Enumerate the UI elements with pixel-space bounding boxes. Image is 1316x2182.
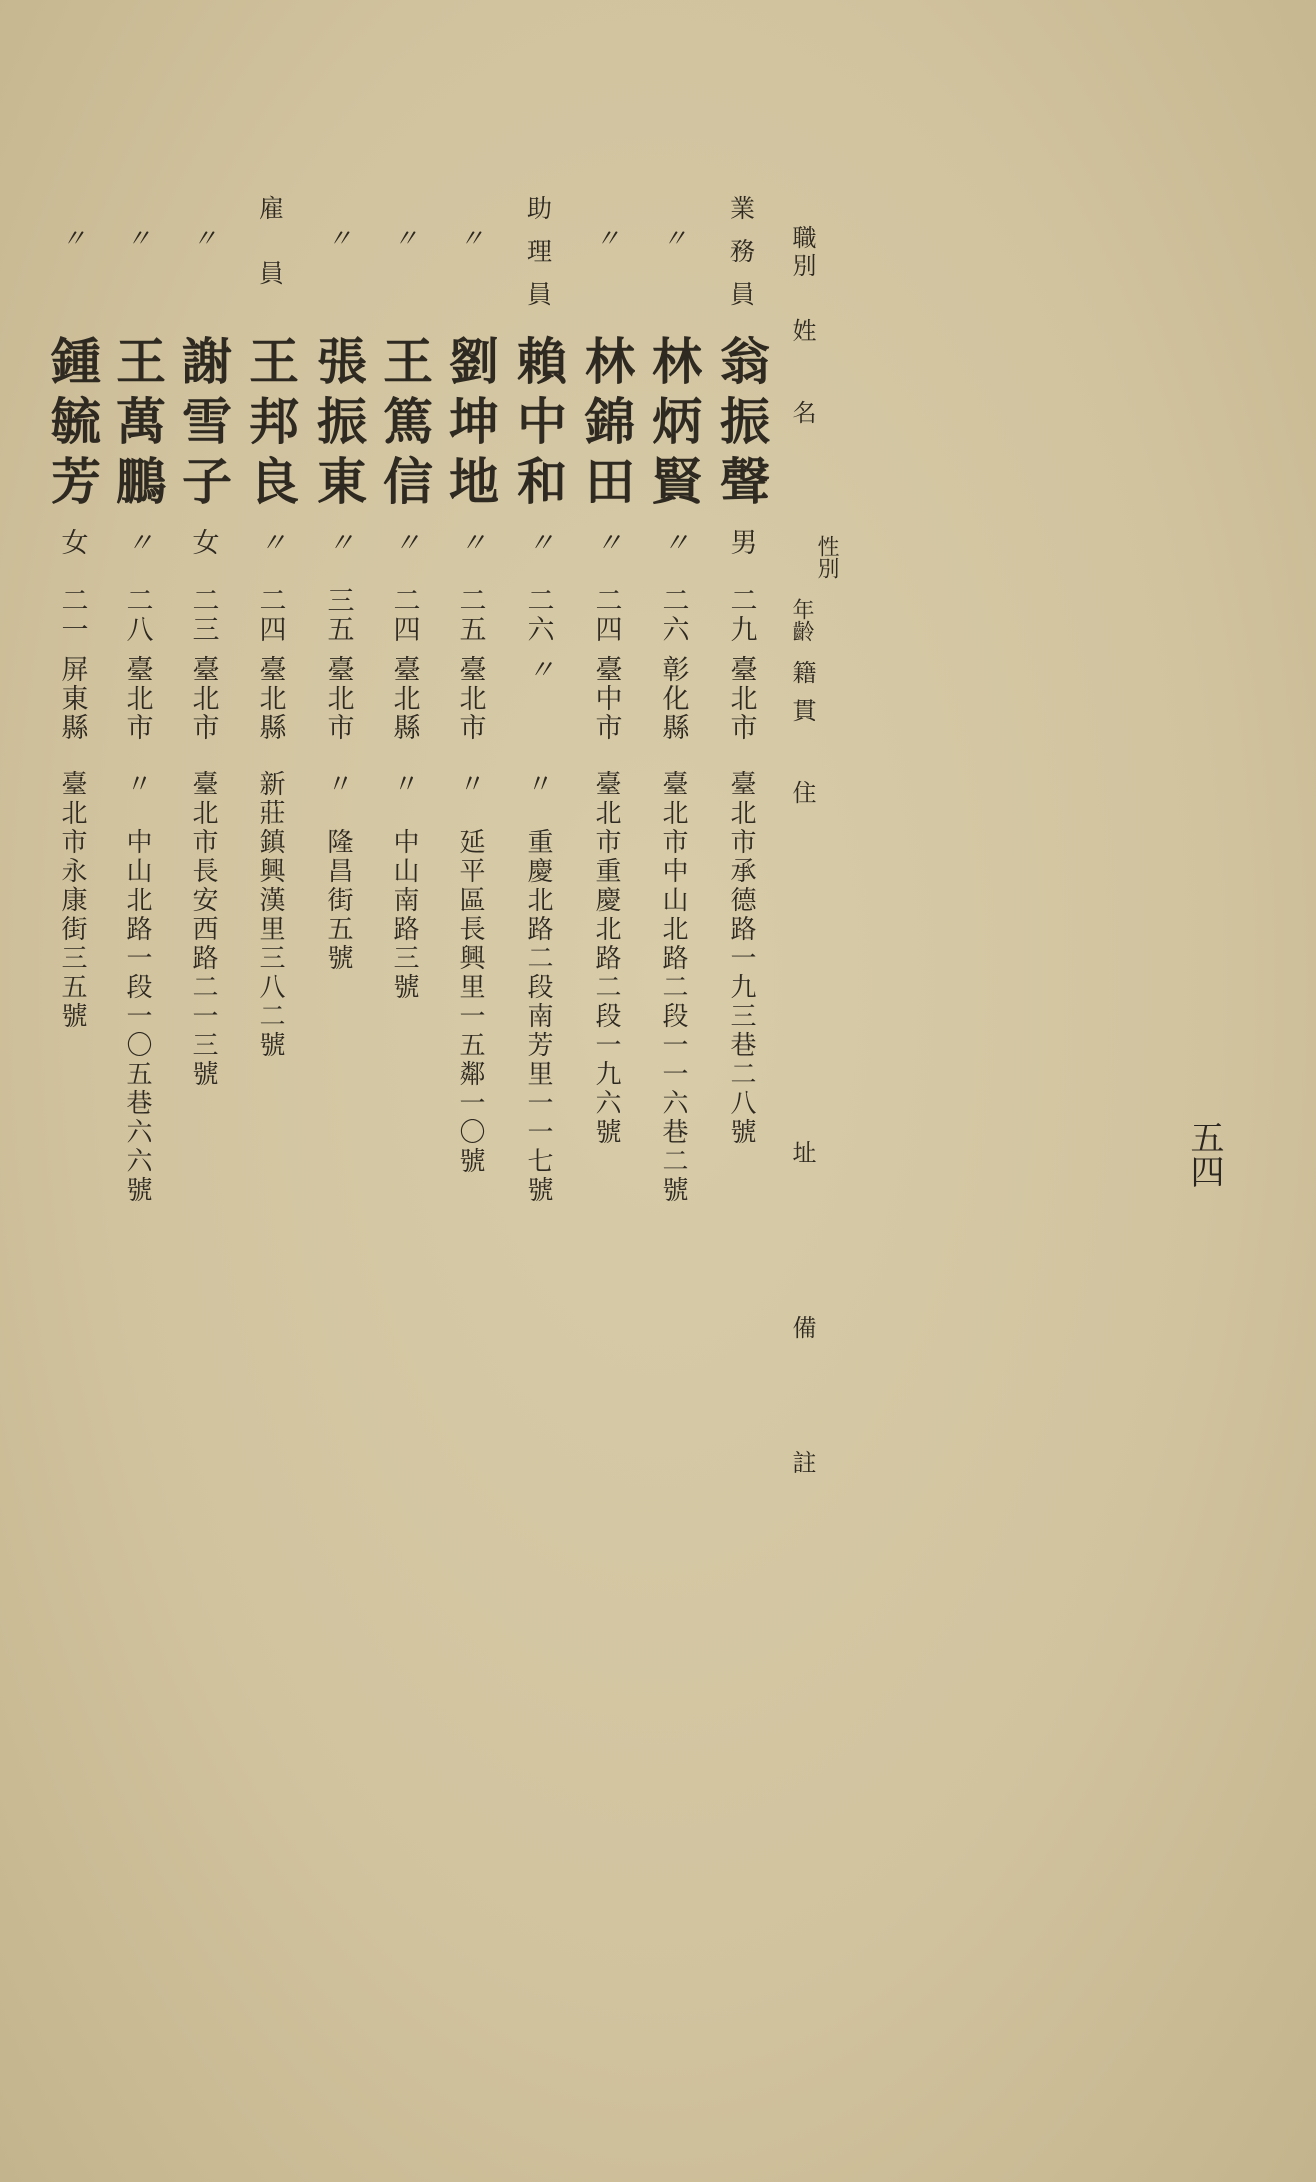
age: 三五 xyxy=(322,586,354,644)
header-age: 年齡 xyxy=(789,598,814,642)
job-title: 業務員 xyxy=(726,195,756,324)
sex: 〃 xyxy=(388,528,420,555)
age: 二九 xyxy=(725,586,757,644)
header-name-2: 名 xyxy=(788,400,816,424)
job-title: 助理員 xyxy=(523,195,553,324)
employee-name: 張振東 xyxy=(309,335,368,515)
sex: 男 xyxy=(725,528,757,555)
header-job: 職別 xyxy=(788,225,816,281)
address: 〃 中山南路三號 xyxy=(389,770,419,1002)
employee-name: 謝雪子 xyxy=(174,335,233,515)
employee-name: 王萬鵬 xyxy=(108,335,167,515)
table-row xyxy=(643,0,703,2182)
table-row xyxy=(508,0,568,2182)
age: 二五 xyxy=(454,586,486,644)
age: 二三 xyxy=(187,586,219,644)
sex: 〃 xyxy=(657,528,689,555)
employee-name: 鍾毓芳 xyxy=(43,335,102,515)
header-origin: 籍貫 xyxy=(788,660,816,736)
sex: 〃 xyxy=(590,528,622,555)
age: 二四 xyxy=(590,586,622,644)
employee-name: 林錦田 xyxy=(577,335,636,515)
header-sex: 性別 xyxy=(814,535,839,579)
table-row xyxy=(107,0,167,2182)
native-place: 臺北市 xyxy=(322,655,354,742)
native-place: 〃 xyxy=(522,655,554,684)
table-row xyxy=(440,0,500,2182)
job-title: 〃 xyxy=(591,225,621,268)
native-place: 臺北市 xyxy=(187,655,219,742)
sex: 〃 xyxy=(454,528,486,555)
native-place: 臺北縣 xyxy=(388,655,420,742)
job-title: 〃 xyxy=(658,225,688,268)
job-title: 〃 xyxy=(455,225,485,268)
address: 〃 重慶北路二段南芳里一一七號 xyxy=(523,770,553,1205)
table-row xyxy=(42,0,102,2182)
header-address-2: 址 xyxy=(788,1140,816,1164)
age: 二六 xyxy=(522,586,554,644)
address: 〃 中山北路一段一〇五巷六六號 xyxy=(122,770,152,1205)
employee-name: 王邦良 xyxy=(241,335,300,515)
address: 〃 隆昌街五號 xyxy=(323,770,353,973)
address: 臺北市重慶北路二段一九六號 xyxy=(591,770,621,1147)
table-row xyxy=(308,0,368,2182)
header-note-1: 備 xyxy=(788,1315,816,1339)
employee-name: 王篤信 xyxy=(375,335,434,515)
native-place: 臺北縣 xyxy=(254,655,286,742)
header-address-1: 住 xyxy=(788,780,816,804)
address: 臺北市中山北路二段一一六巷二號 xyxy=(658,770,688,1205)
native-place: 彰化縣 xyxy=(657,655,689,742)
employee-name: 劉坤地 xyxy=(441,335,500,515)
job-title: 雇員 xyxy=(255,195,285,325)
age: 二六 xyxy=(657,586,689,644)
age: 二四 xyxy=(254,586,286,644)
job-title: 〃 xyxy=(389,225,419,268)
employee-name: 賴中和 xyxy=(509,335,568,515)
sex: 女 xyxy=(56,528,88,555)
sex: 女 xyxy=(187,528,219,555)
table-row xyxy=(711,0,771,2182)
address: 新莊鎮興漢里三八二號 xyxy=(255,770,285,1060)
sex: 〃 xyxy=(121,528,153,555)
age: 二四 xyxy=(388,586,420,644)
native-place: 臺中市 xyxy=(590,655,622,742)
age: 二一 xyxy=(56,586,88,644)
sex: 〃 xyxy=(322,528,354,555)
employee-name: 林炳賢 xyxy=(644,335,703,515)
native-place: 臺北市 xyxy=(454,655,486,742)
job-title: 〃 xyxy=(323,225,353,268)
sex: 〃 xyxy=(254,528,286,555)
address: 臺北市承德路一九三巷二八號 xyxy=(726,770,756,1147)
native-place: 臺北市 xyxy=(725,655,757,742)
employee-name: 翁振聲 xyxy=(712,335,771,515)
address: 臺北市永康街三五號 xyxy=(57,770,87,1031)
table-row xyxy=(374,0,434,2182)
job-title: 〃 xyxy=(122,225,152,268)
table-row xyxy=(576,0,636,2182)
native-place: 屏東縣 xyxy=(56,655,88,742)
address: 臺北市長安西路二一三號 xyxy=(188,770,218,1089)
header-name-1: 姓 xyxy=(788,318,816,342)
sex: 〃 xyxy=(522,528,554,555)
job-title: 〃 xyxy=(188,225,218,268)
header-note-2: 註 xyxy=(788,1450,816,1474)
native-place: 臺北市 xyxy=(121,655,153,742)
job-title: 〃 xyxy=(57,225,87,268)
age: 二八 xyxy=(121,586,153,644)
page-number: 五四 xyxy=(1184,1120,1224,1188)
table-row xyxy=(173,0,233,2182)
table-row xyxy=(240,0,300,2182)
address: 〃 延平區長興里一五鄰一〇號 xyxy=(455,770,485,1176)
